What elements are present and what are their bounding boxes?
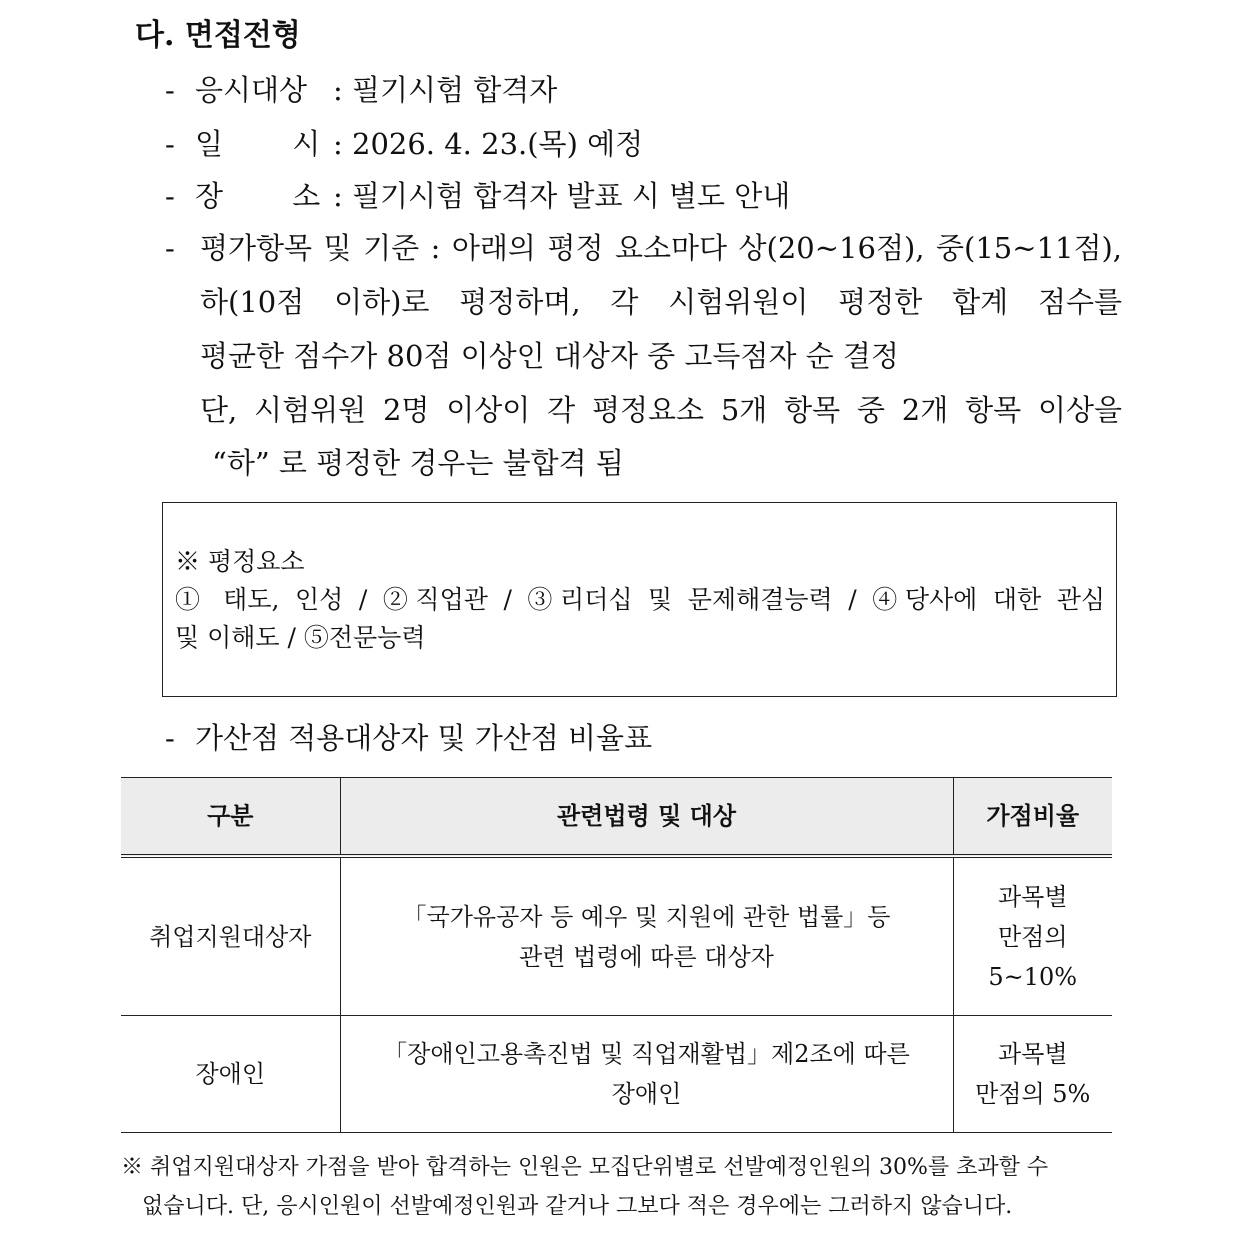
footnote-line-1: ※ 취업지원대상자 가점을 받아 합격하는 인원은 모집단위별로 선발예정인원의 30%를 초과할 수 (121, 1155, 1049, 1180)
row-law (340, 856, 953, 1016)
row-category: 장애인 (121, 1016, 340, 1133)
item-target: - 응시대상 : 필기시험 합격자 (165, 73, 558, 107)
criteria-line-5: “하” 로 평정한 경우는 불합격 됨 (212, 446, 624, 480)
row-rate-line-2: 만점의 (997, 922, 1068, 951)
eval-box-title: ※ 평정요소 (175, 547, 305, 576)
place-label: 장 소 (195, 179, 321, 213)
footnote-line-2: 없습니다. 단, 응시인원이 선발예정인원과 같거나 그보다 적은 경우에는 그러하지 않습니다. (142, 1194, 1013, 1219)
table-row (121, 856, 1112, 1016)
header-law: 관련법령 및 대상 (340, 778, 953, 857)
eval-box-line-1: ① 태도, 인성 / ②직업관 / ③리더십 및 문제해결능력 / ④당사에 대한 관심 (175, 585, 1105, 614)
target-label: 응시대상 (195, 73, 308, 107)
row-law-line-2: 관련 법령에 따른 대상자 (519, 942, 774, 971)
eval-box-line-2: 및 이해도 / ⑤전문능력 (175, 623, 426, 652)
row-rate-line-1: 과목별 (997, 882, 1068, 911)
row-rate-line-2: 만점의 5% (975, 1080, 1091, 1108)
bonus-table-title: - 가산점 적용대상자 및 가산점 비율표 (165, 721, 653, 755)
date-label: 일 시 (195, 127, 321, 161)
date-value: : 2026. 4. 23.(목) 예정 (333, 127, 644, 161)
criteria-line-3: 평균한 점수가 80점 이상인 대상자 중 고득점자 순 결정 (200, 339, 899, 373)
criteria-line-2: 하(10점 이하)로 평정하며, 각 시험위원이 평정한 합계 점수를 (200, 285, 1122, 319)
item-date: - 일 시 : 2026. 4. 23.(목) 예정 (165, 127, 644, 161)
table-row (121, 1016, 1112, 1133)
row-rate-line-3: 5~10% (988, 962, 1078, 991)
criteria-dash: - (165, 231, 175, 265)
row-rate-line-1: 과목별 (997, 1040, 1068, 1068)
header-rate: 가점비율 (953, 778, 1112, 857)
row-category: 취업지원대상자 (121, 856, 340, 1016)
section-title: 다. 면접전형 (135, 18, 301, 53)
item-place: - 장 소 : 필기시험 합격자 발표 시 별도 안내 (165, 179, 791, 213)
row-law-line-2: 장애인 (611, 1080, 682, 1108)
row-rate (953, 1016, 1112, 1133)
header-category: 구분 (121, 778, 340, 857)
table-header-row (121, 778, 1112, 857)
row-law-line-1: 「국가유공자 등 예우 및 지원에 관한 법률」등 (402, 902, 891, 931)
row-law (340, 1016, 953, 1133)
criteria-line-4: 단, 시험위원 2명 이상이 각 평정요소 5개 항목 중 2개 항목 이상을 (200, 393, 1122, 427)
place-value: : 필기시험 합격자 발표 시 별도 안내 (333, 179, 791, 213)
evaluation-elements-box (162, 502, 1117, 697)
bonus-ratio-table (121, 777, 1112, 1133)
bonus-title-text: 가산점 적용대상자 및 가산점 비율표 (195, 721, 653, 755)
row-law-line-1: 「장애인고용촉진법 및 직업재활법」제2조에 따른 (383, 1040, 910, 1068)
row-rate (953, 856, 1112, 1016)
criteria-line-1: 평가항목 및 기준 : 아래의 평정 요소마다 상(20~16점), 중(15~11점), (200, 231, 1122, 265)
target-value: : 필기시험 합격자 (333, 73, 558, 107)
